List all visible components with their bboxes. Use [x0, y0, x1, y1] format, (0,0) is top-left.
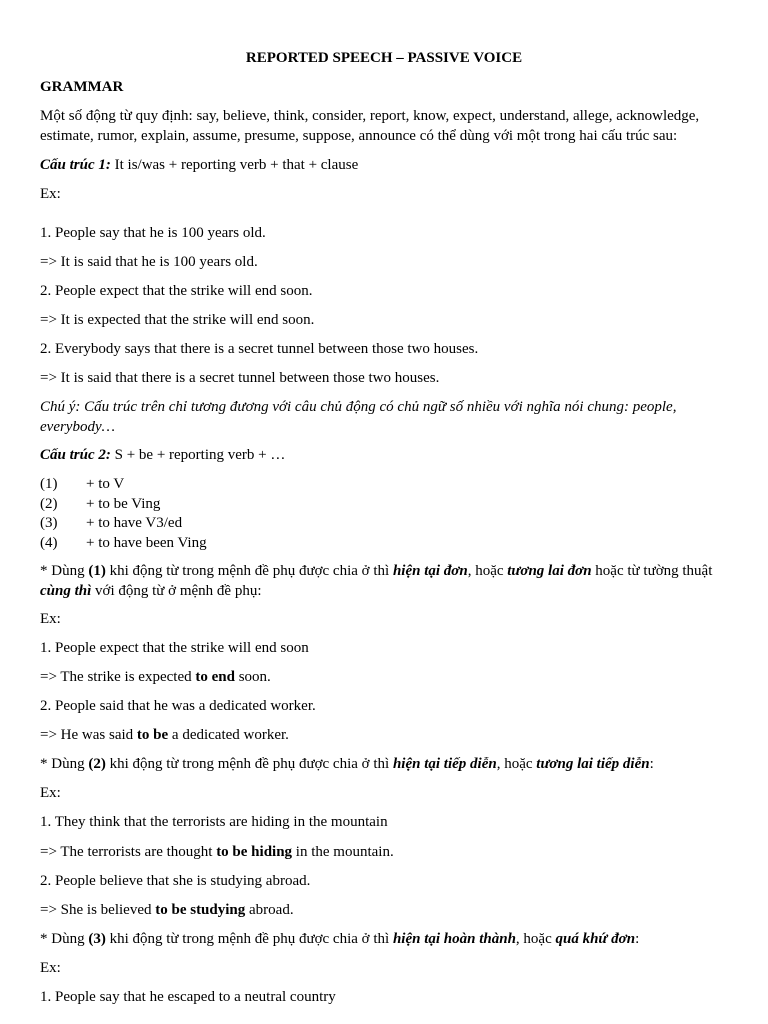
s1-example-2: 2. People expect that the strike will end soon.	[40, 283, 313, 299]
list-item	[40, 534, 730, 554]
rule-text: , hoặc	[467, 563, 508, 579]
example-label: Ex:	[40, 785, 61, 801]
structure-1-label: Cấu trúc 1:	[40, 157, 111, 173]
rule-1-paragraph	[40, 562, 730, 601]
tense-term: hiện tại hoàn thành	[392, 931, 516, 947]
tense-term: tương lai tiếp diễn	[536, 756, 650, 772]
tense-term: tương lai đơn	[507, 563, 592, 579]
rule-text: * Dùng	[40, 756, 89, 772]
s1-example-1: 1. People say that he is 100 years old.	[40, 225, 266, 241]
rule-text: với động từ ở mệnh đề phụ:	[91, 582, 262, 599]
tense-term: cùng thì	[40, 582, 92, 599]
rule-text: hoặc từ tường thuật	[591, 563, 713, 579]
rule-number: (1)	[88, 563, 106, 579]
rule-number: (3)	[88, 931, 106, 947]
r2-example-2-answer: => She is believed to be studying abroad.	[40, 902, 294, 918]
r3-example-1: 1. People say that he escaped to a neutral country	[40, 989, 336, 1005]
grammar-heading: GRAMMAR	[40, 79, 124, 95]
list-item-number: (4)	[40, 534, 58, 551]
s1-example-1-answer: => It is said that he is 100 years old.	[40, 254, 258, 270]
answer-highlight: to end	[195, 669, 235, 685]
list-item-number: (2)	[40, 495, 58, 512]
list-item-text: + to V	[86, 476, 125, 492]
structure-1-line	[40, 156, 730, 176]
r2-example-1-answer: => The terrorists are thought to be hiding in the mountain.	[40, 844, 394, 860]
structure-2-label: Cấu trúc 2:	[40, 447, 111, 463]
note-paragraph: Chú ý: Cấu trúc trên chỉ tương đương với câu chủ động có chủ ngữ số nhiều với nghĩa nói chung: people, everybody…	[40, 399, 677, 435]
s1-example-3: 2. Everybody says that there is a secret tunnel between those two houses.	[40, 341, 479, 357]
answer-highlight: to be	[136, 727, 169, 743]
r2-example-2: 2. People believe that she is studying abroad.	[40, 873, 311, 889]
list-item-text: + to be Ving	[86, 495, 161, 512]
rule-text: , hoặc	[496, 756, 537, 772]
list-item	[40, 514, 730, 534]
list-item-text: + to have been Ving	[86, 534, 207, 551]
rule-text: * Dùng	[40, 563, 89, 579]
answer-highlight: to be hiding	[216, 844, 293, 860]
list-item	[40, 495, 730, 515]
tense-term: hiện tại đơn	[392, 563, 468, 579]
intro-paragraph: Một số động từ quy định: say, believe, think, consider, report, know, expect, understand, allege, acknowledge, estimate, rumor, explain, assume, presume, suppose, announce có thể dùng với một trong hai cấu trúc sau:	[40, 108, 700, 144]
document-title: REPORTED SPEECH – PASSIVE VOICE	[245, 50, 523, 66]
s1-example-3-answer: => It is said that there is a secret tunnel between those two houses.	[40, 370, 440, 386]
example-label: Ex:	[40, 611, 61, 627]
list-item-number: (1)	[40, 476, 58, 492]
rule-2-paragraph	[40, 755, 730, 775]
r1-example-1: 1. People expect that the strike will end soon	[40, 640, 309, 656]
r1-example-2: 2. People said that he was a dedicated worker.	[40, 698, 316, 714]
rule-text: :	[649, 756, 654, 772]
r2-example-1: 1. They think that the terrorists are hiding in the mountain	[40, 814, 388, 830]
tense-term: quá khứ đơn	[555, 931, 636, 947]
tense-term: hiện tại tiếp diễn	[392, 756, 497, 772]
rule-text: , hoặc	[515, 931, 556, 947]
rule-number: (2)	[88, 756, 106, 772]
structure-2-text: S + be + reporting verb + …	[110, 447, 286, 463]
rule-text: khi động từ trong mệnh đề phụ được chia ở thì	[105, 563, 393, 579]
rule-3-paragraph	[40, 930, 730, 950]
r1-example-1-answer: => The strike is expected to end soon.	[40, 669, 271, 685]
list-item	[40, 475, 730, 495]
rule-text: khi động từ trong mệnh đề phụ được chia ở thì	[105, 756, 393, 772]
forms-list	[40, 475, 730, 553]
list-item-text: + to have V3/ed	[86, 515, 183, 531]
s1-example-2-answer: => It is expected that the strike will end soon.	[40, 312, 315, 328]
structure-2-line	[40, 446, 730, 466]
answer-highlight: to be studying	[155, 902, 246, 918]
example-label: Ex:	[40, 186, 61, 202]
structure-1-text: It is/was + reporting verb + that + clause	[110, 157, 359, 173]
example-label: Ex:	[40, 960, 61, 976]
rule-text: khi động từ trong mệnh đề phụ được chia ở thì	[105, 931, 393, 947]
rule-text: * Dùng	[40, 931, 89, 947]
rule-text: :	[635, 931, 640, 947]
r1-example-2-answer: => He was said to be a dedicated worker.	[40, 727, 289, 743]
list-item-number: (3)	[40, 515, 58, 531]
